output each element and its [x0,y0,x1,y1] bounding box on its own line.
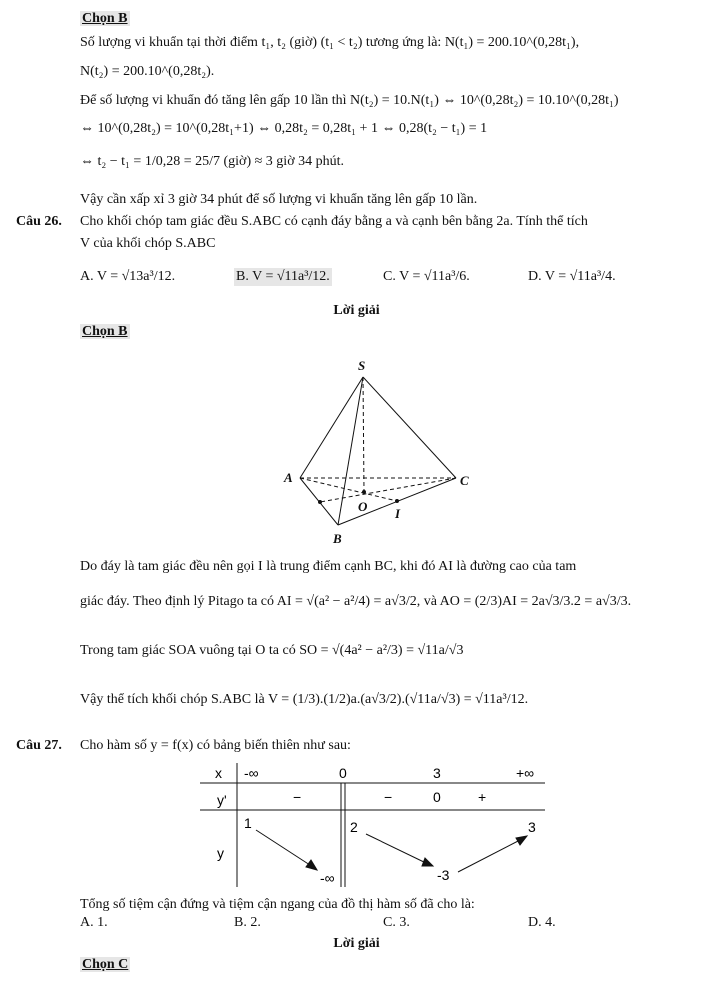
label-a: A [284,470,293,485]
q26-solution-2: giác đáy. Theo định lý Pitago ta có AI = √(a² − a²/4) = a√3/2, và AO = (2/3)AI = 2a√3/3.2 = a√3/3. [80,594,632,609]
question-26-text-1: Cho khối chóp tam giác đều S.ABC có cạnh đáy bằng a và cạnh bên bằng 2a. Tính thể tích [80,214,588,229]
yp-val-3: 0 [433,789,441,805]
q27-option-b[interactable]: B. 2. [234,915,261,930]
q26-chon: Chọn B [82,324,128,339]
edge-sc [363,377,456,478]
q26-option-a[interactable]: A. V = √13a³/12. [80,269,176,284]
label-o: O [358,499,368,514]
label-i: I [395,506,401,521]
q26-option-d[interactable]: D. V = √11a³/4. [528,269,616,284]
chon-b-heading: Chọn B [82,11,128,26]
point-mid-ab [318,500,322,504]
y-val-neg-3: -3 [437,867,450,883]
solution-line-3: Để số lượng vi khuẩn đó tăng lên gấp 10 lần thì N(t₂) = 10.N(t₁) ⇔ 10^(0,28t₂) = 10.10^(0,28t₁) [80,93,619,108]
y-val-3: 3 [528,819,536,835]
edge-sa [300,377,363,478]
table-yp-label: y' [217,792,227,808]
solution-line-4: ⇔ 10^(0,28t₂) = 10^(0,28t₁+1) ⇔ 0,28t₂ = 0,28t₁ + 1 ⇔ 0,28(t₂ − t₁) = 1 [80,121,488,136]
yp-val-4: + [478,789,487,805]
question-26-text-2: V của khối chóp S.ABC [80,236,216,251]
x-val-0: 0 [339,765,347,781]
variation-table [200,760,550,890]
solution-line-5: ⇔ t₂ − t₁ = 1/0,28 = 25/7 (giờ) ≈ 3 giờ 34 phút. [80,154,344,169]
q27-loi-giai: Lời giải [333,936,380,951]
x-val-pos-inf: +∞ [516,765,535,781]
q26-loi-giai: Lời giải [333,303,380,318]
arrow-down-1 [256,830,313,867]
q27-chon: Chọn C [82,957,129,972]
q27-option-d[interactable]: D. 4. [528,915,556,930]
q26-option-b[interactable]: B. V = √11a³/12. [236,269,330,284]
x-val-neg-inf: -∞ [244,765,259,781]
line-so [363,377,364,492]
solution-line-6: Vậy cần xấp xỉ 3 giờ 34 phút để số lượng vi khuẩn tăng lên gấp 10 lần. [80,192,478,207]
x-val-3: 3 [433,765,441,781]
arrow-up [458,839,522,872]
point-i [395,499,399,503]
label-b: B [333,531,342,546]
line-co [320,478,456,502]
question-27-text-1: Cho hàm số y = f(x) có bảng biến thiên như sau: [80,738,351,753]
q26-solution-3: Trong tam giác SOA vuông tại O ta có SO = √(4a² − a²/3) = √11a/√3 [80,643,464,658]
q27-option-c[interactable]: C. 3. [383,915,410,930]
q27-question: Tổng số tiệm cận đứng và tiệm cận ngang của đồ thị hàm số đã cho là: [80,897,475,912]
y-val-2: 2 [350,819,358,835]
q26-option-c[interactable]: C. V = √11a³/6. [383,269,470,284]
arrow-down-2-head [422,858,433,866]
solution-line-1: Số lượng vi khuẩn tại thời điểm t₁, t₂ (giờ) (t₁ < t₂) tương ứng là: N(t₁) = 200.10^(0,28t₁), [80,35,580,50]
line-ai [300,478,397,501]
y-val-1: 1 [244,815,252,831]
q27-option-a[interactable]: A. 1. [80,915,108,930]
arrow-up-head [516,836,527,845]
table-y-label: y [217,845,224,861]
arrow-down-1-head [306,860,317,870]
table-x-label: x [215,765,222,781]
q26-solution-1: Do đáy là tam giác đều nên gọi I là trung điểm cạnh BC, khi đó AI là đường cao của tam [80,559,577,574]
yp-val-1: − [293,789,302,805]
yp-val-2: − [384,789,393,805]
solution-line-2: N(t₂) = 200.10^(0,28t₂). [80,64,215,79]
label-s: S [358,358,366,373]
pyramid-figure [270,355,490,550]
question-26-label: Câu 26. [16,214,62,229]
point-o [362,490,366,494]
q26-solution-4: Vậy thể tích khối chóp S.ABC là V = (1/3).(1/2)a.(a√3/2).(√11a/√3) = √11a³/12. [80,692,529,707]
arrow-down-2 [366,834,428,864]
question-27-label: Câu 27. [16,738,62,753]
label-c: C [460,473,469,488]
y-val-neg-inf: -∞ [320,870,335,886]
